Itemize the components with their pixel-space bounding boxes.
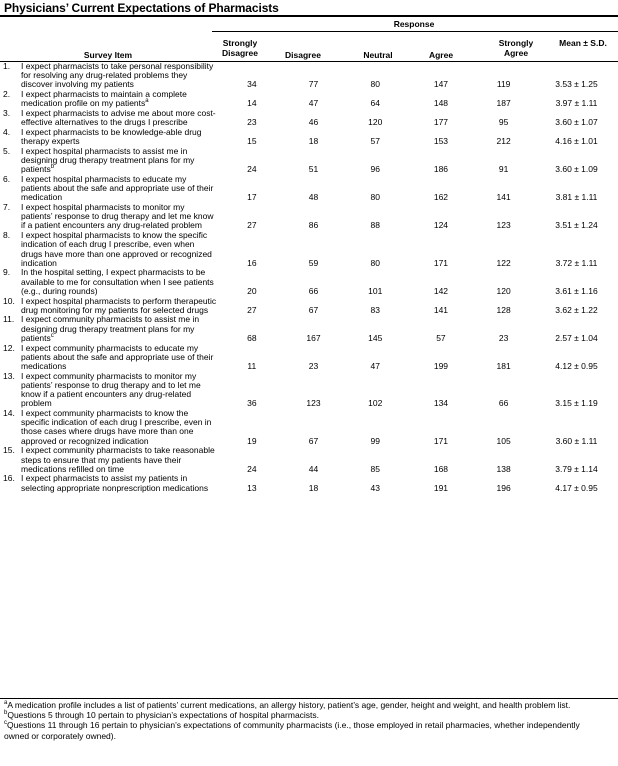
cell-disagree: 123 (306, 398, 321, 409)
table-row (0, 268, 618, 296)
cell-agree: 124 (433, 220, 449, 231)
cell-mean-sd: 4.17 ± 0.95 (555, 482, 598, 493)
cell-neutral: 96 (370, 164, 380, 175)
cell-agree: 186 (433, 164, 449, 175)
survey-item-cell (0, 147, 217, 175)
cell-strongly-disagree: 14 (247, 98, 257, 109)
item-text: I expect community pharmacists to educate my patients about the safe and appropriate use of their medications (21, 342, 214, 371)
cell-agree: 168 (433, 463, 449, 474)
survey-item-cell (0, 446, 217, 474)
cell-strongly-disagree: 36 (247, 398, 257, 409)
table-row (0, 147, 618, 175)
item-number: 7. (3, 202, 11, 213)
cell-agree: 171 (433, 257, 449, 268)
item-text: I expect community pharmacists to assist me in designing drug therapy treatment plans for my patients$^c$ (21, 314, 200, 343)
cell-strongly-agree: 23 (498, 332, 509, 343)
cell-neutral: 64 (370, 98, 380, 109)
header-strongly-disagree: Strongly Disagree (222, 38, 258, 58)
cell-neutral: 80 (370, 257, 380, 268)
survey-item-cell (0, 372, 217, 409)
survey-item-cell (0, 344, 217, 372)
response-group-rule (212, 31, 618, 32)
cell-mean-sd: 3.97 ± 1.11 (555, 98, 598, 109)
item-text: I expect pharmacists to take personal responsibility for resolving any drug-related problems they discover involving my patients (21, 61, 214, 90)
cell-disagree: 77 (308, 79, 319, 90)
header-agree: Agree (428, 50, 454, 60)
survey-item-cell (0, 474, 217, 493)
cell-disagree: 59 (308, 257, 319, 268)
item-text: I expect hospital pharmacists to educate my patients about the safe and appropriate use of their medication (21, 173, 214, 203)
survey-item-cell (0, 175, 217, 203)
cell-disagree: 67 (308, 304, 319, 315)
footnote-a (4, 700, 604, 710)
cell-neutral: 145 (368, 332, 383, 343)
cell-strongly-disagree: 19 (247, 435, 257, 446)
survey-item-cell (0, 409, 217, 446)
item-number: 6. (3, 173, 11, 184)
table-row (0, 203, 618, 231)
survey-item-cell (0, 203, 217, 231)
table-row (0, 62, 618, 90)
table-row (0, 409, 618, 446)
cell-neutral: 47 (370, 361, 380, 371)
table-row (0, 474, 618, 493)
item-text: I expect hospital pharmacists to know the specific indication of each drug I prescribe, even when drugs have more than one approved or recognized indication (21, 230, 212, 268)
item-text: I expect pharmacists to be knowledge-able drug therapy experts (21, 126, 202, 147)
footnote-marker: b (50, 164, 55, 171)
item-number: 14. (3, 408, 15, 419)
table-row (0, 315, 618, 343)
item-number: 4. (3, 126, 11, 137)
header-mean-sd: Mean ± S.D. (559, 38, 607, 48)
cell-agree: 177 (433, 117, 449, 128)
footnote-mark: b (4, 710, 8, 717)
cell-agree: 171 (433, 435, 449, 446)
survey-item-cell (0, 109, 217, 128)
cell-strongly-disagree: 24 (247, 463, 257, 474)
item-number: 2. (3, 89, 11, 100)
footnote-text: Questions 5 through 10 pertain to physician’s expectations of hospital pharmacists. (7, 710, 320, 721)
survey-item-cell (0, 231, 217, 268)
cell-mean-sd: 4.12 ± 0.95 (555, 361, 598, 371)
item-number: 11. (3, 314, 15, 325)
cell-strongly-disagree: 17 (247, 192, 257, 203)
cell-agree: 199 (433, 361, 449, 371)
cell-disagree: 167 (306, 332, 321, 343)
cell-disagree: 46 (308, 117, 319, 128)
cell-strongly-agree: 91 (498, 164, 509, 175)
table-row (0, 90, 618, 109)
cell-mean-sd: 3.81 ± 1.11 (555, 192, 598, 203)
cell-neutral: 83 (370, 304, 380, 315)
item-text: I expect pharmacists to maintain a complete medication profile on my patients$^a$ (21, 89, 187, 109)
cell-strongly-disagree: 34 (247, 79, 257, 90)
cell-mean-sd: 4.16 ± 1.01 (555, 136, 598, 147)
cell-strongly-agree: 122 (496, 257, 511, 268)
table-row (0, 128, 618, 147)
survey-item-cell (0, 297, 217, 316)
item-number: 15. (3, 445, 15, 456)
cell-disagree: 48 (308, 192, 319, 203)
item-number: 10. (3, 295, 15, 306)
cell-mean-sd: 3.60 ± 1.09 (555, 164, 598, 175)
item-text: I expect community pharmacists to take reasonable steps to ensure that my patients have their medications refilled on time (21, 445, 215, 474)
cell-agree: 134 (433, 398, 449, 409)
item-number: 3. (3, 108, 11, 119)
cell-agree: 147 (433, 79, 449, 90)
footnote-marker: c (50, 333, 54, 340)
cell-mean-sd: 3.72 ± 1.11 (555, 257, 598, 268)
bottom-rule (0, 698, 618, 699)
table-row (0, 175, 618, 203)
cell-neutral: 57 (370, 136, 380, 147)
cell-neutral: 120 (368, 117, 383, 128)
table-row (0, 297, 618, 316)
cell-strongly-agree: 138 (496, 463, 511, 474)
cell-mean-sd: 3.15 ± 1.19 (555, 398, 598, 409)
cell-strongly-disagree: 23 (247, 117, 257, 128)
response-group-header: Response (393, 19, 435, 29)
cell-strongly-agree: 95 (498, 117, 509, 128)
header-survey-item: Survey Item (83, 50, 133, 60)
cell-strongly-agree: 141 (496, 192, 511, 203)
item-number: 12. (3, 342, 15, 353)
header-strongly-agree: Strongly Agree (498, 38, 534, 58)
footnote-c (4, 720, 604, 740)
survey-item-cell (0, 62, 217, 90)
footnote-text: Questions 11 through 16 pertain to physician’s expectations of community pharmacists (i.e., those employed in retail pharmacies, whether independently owned or corporately owned). (4, 720, 580, 741)
cell-neutral: 101 (368, 285, 383, 296)
cell-neutral: 99 (370, 435, 380, 446)
cell-mean-sd: 3.60 ± 1.11 (555, 435, 598, 446)
item-text: I expect pharmacists to assist my patients in selecting appropriate nonprescription medications (21, 473, 209, 493)
cell-agree: 148 (433, 98, 449, 109)
cell-strongly-disagree: 16 (247, 257, 257, 268)
cell-disagree: 47 (308, 98, 319, 109)
cell-agree: 141 (433, 304, 449, 315)
cell-strongly-agree: 119 (496, 79, 511, 90)
survey-item-cell (0, 268, 217, 296)
cell-neutral: 80 (370, 79, 380, 90)
cell-strongly-agree: 120 (496, 285, 511, 296)
table-title: Physicians’ Current Expectations of Pharmacists (4, 1, 279, 15)
survey-item-cell (0, 90, 217, 109)
footnotes (4, 700, 604, 741)
cell-mean-sd: 3.61 ± 1.16 (555, 285, 598, 296)
cell-disagree: 18 (308, 482, 319, 493)
cell-strongly-agree: 66 (498, 398, 509, 409)
item-text: I expect community pharmacists to know the specific indication of each drug I prescribe, even in those cases where drugs have more than one approved or recognized indication (21, 408, 212, 446)
cell-strongly-agree: 212 (496, 136, 511, 147)
cell-strongly-disagree: 11 (247, 361, 257, 371)
item-text: I expect pharmacists to advise me about more cost-effective alternatives to the drugs I prescribe (21, 108, 216, 128)
cell-strongly-disagree: 13 (247, 482, 257, 493)
table-row (0, 372, 618, 409)
cell-strongly-agree: 181 (496, 361, 511, 371)
table-row (0, 231, 618, 268)
cell-neutral: 85 (370, 463, 380, 474)
cell-disagree: 18 (308, 136, 319, 147)
header-disagree: Disagree (285, 50, 321, 60)
footnote-mark: a (4, 700, 8, 707)
item-text: I expect hospital pharmacists to assist me in designing drug therapy treatment plans for my patients$^b$ (21, 145, 195, 175)
top-rule (0, 15, 618, 17)
cell-agree: 191 (433, 482, 449, 493)
cell-agree: 57 (436, 332, 446, 343)
table-row (0, 109, 618, 128)
cell-neutral: 43 (370, 482, 380, 493)
item-number: 13. (3, 370, 15, 381)
item-number: 1. (3, 61, 11, 71)
cell-mean-sd: 2.57 ± 1.04 (555, 332, 598, 343)
footnote-mark: c (4, 720, 7, 727)
cell-mean-sd: 3.62 ± 1.22 (555, 304, 598, 315)
cell-mean-sd: 3.79 ± 1.14 (555, 463, 598, 474)
cell-strongly-agree: 105 (496, 435, 511, 446)
footnote-marker: a (145, 98, 149, 105)
cell-disagree: 44 (308, 463, 319, 474)
item-number: 8. (3, 230, 11, 241)
survey-item-cell (0, 128, 217, 147)
cell-neutral: 80 (370, 192, 380, 203)
item-number: 16. (3, 473, 15, 484)
footnote-text: A medication profile includes a list of patients’ current medications, an allergy history, patient’s age, gender, height and weight, and health problem list. (7, 700, 571, 710)
cell-neutral: 102 (368, 398, 383, 409)
footnote-b (4, 710, 604, 720)
cell-disagree: 23 (308, 361, 319, 371)
cell-disagree: 86 (308, 220, 319, 231)
cell-disagree: 67 (308, 435, 319, 446)
cell-mean-sd: 3.51 ± 1.24 (555, 220, 598, 231)
cell-strongly-agree: 128 (496, 304, 511, 315)
item-text: I expect hospital pharmacists to perform therapeutic drug monitoring for my patients for selected drugs (21, 295, 217, 315)
item-number: 5. (3, 145, 11, 156)
cell-agree: 162 (433, 192, 449, 203)
cell-strongly-agree: 123 (496, 220, 511, 231)
cell-strongly-agree: 196 (496, 482, 511, 493)
survey-item-cell (0, 315, 217, 343)
cell-strongly-disagree: 27 (247, 304, 257, 315)
cell-disagree: 51 (308, 164, 319, 175)
cell-mean-sd: 3.53 ± 1.25 (555, 79, 598, 90)
cell-strongly-disagree: 68 (247, 332, 257, 343)
cell-disagree: 66 (308, 285, 319, 296)
cell-strongly-disagree: 24 (247, 164, 257, 175)
item-number: 9. (3, 267, 11, 278)
survey-table (0, 62, 618, 493)
cell-strongly-agree: 187 (496, 98, 511, 109)
cell-strongly-disagree: 27 (247, 220, 257, 231)
cell-strongly-disagree: 20 (247, 285, 257, 296)
item-text: I expect community pharmacists to monitor my patients’ response to drug therapy and to let me know if a patient encounters any drug-related problem (21, 370, 201, 409)
cell-mean-sd: 3.60 ± 1.07 (555, 117, 598, 128)
cell-strongly-disagree: 15 (247, 136, 257, 147)
header-neutral: Neutral (363, 50, 393, 60)
cell-neutral: 88 (370, 220, 380, 231)
item-text: In the hospital setting, I expect pharmacists to be available to me for consultation when I see patients (e.g., during rounds) (21, 267, 214, 296)
table-row (0, 344, 618, 372)
table-row (0, 446, 618, 474)
item-text: I expect hospital pharmacists to monitor my patients’ response to drug therapy and let me know if a patient encounters any drug-related problem (21, 202, 214, 231)
cell-agree: 142 (433, 285, 449, 296)
cell-agree: 153 (433, 136, 449, 147)
